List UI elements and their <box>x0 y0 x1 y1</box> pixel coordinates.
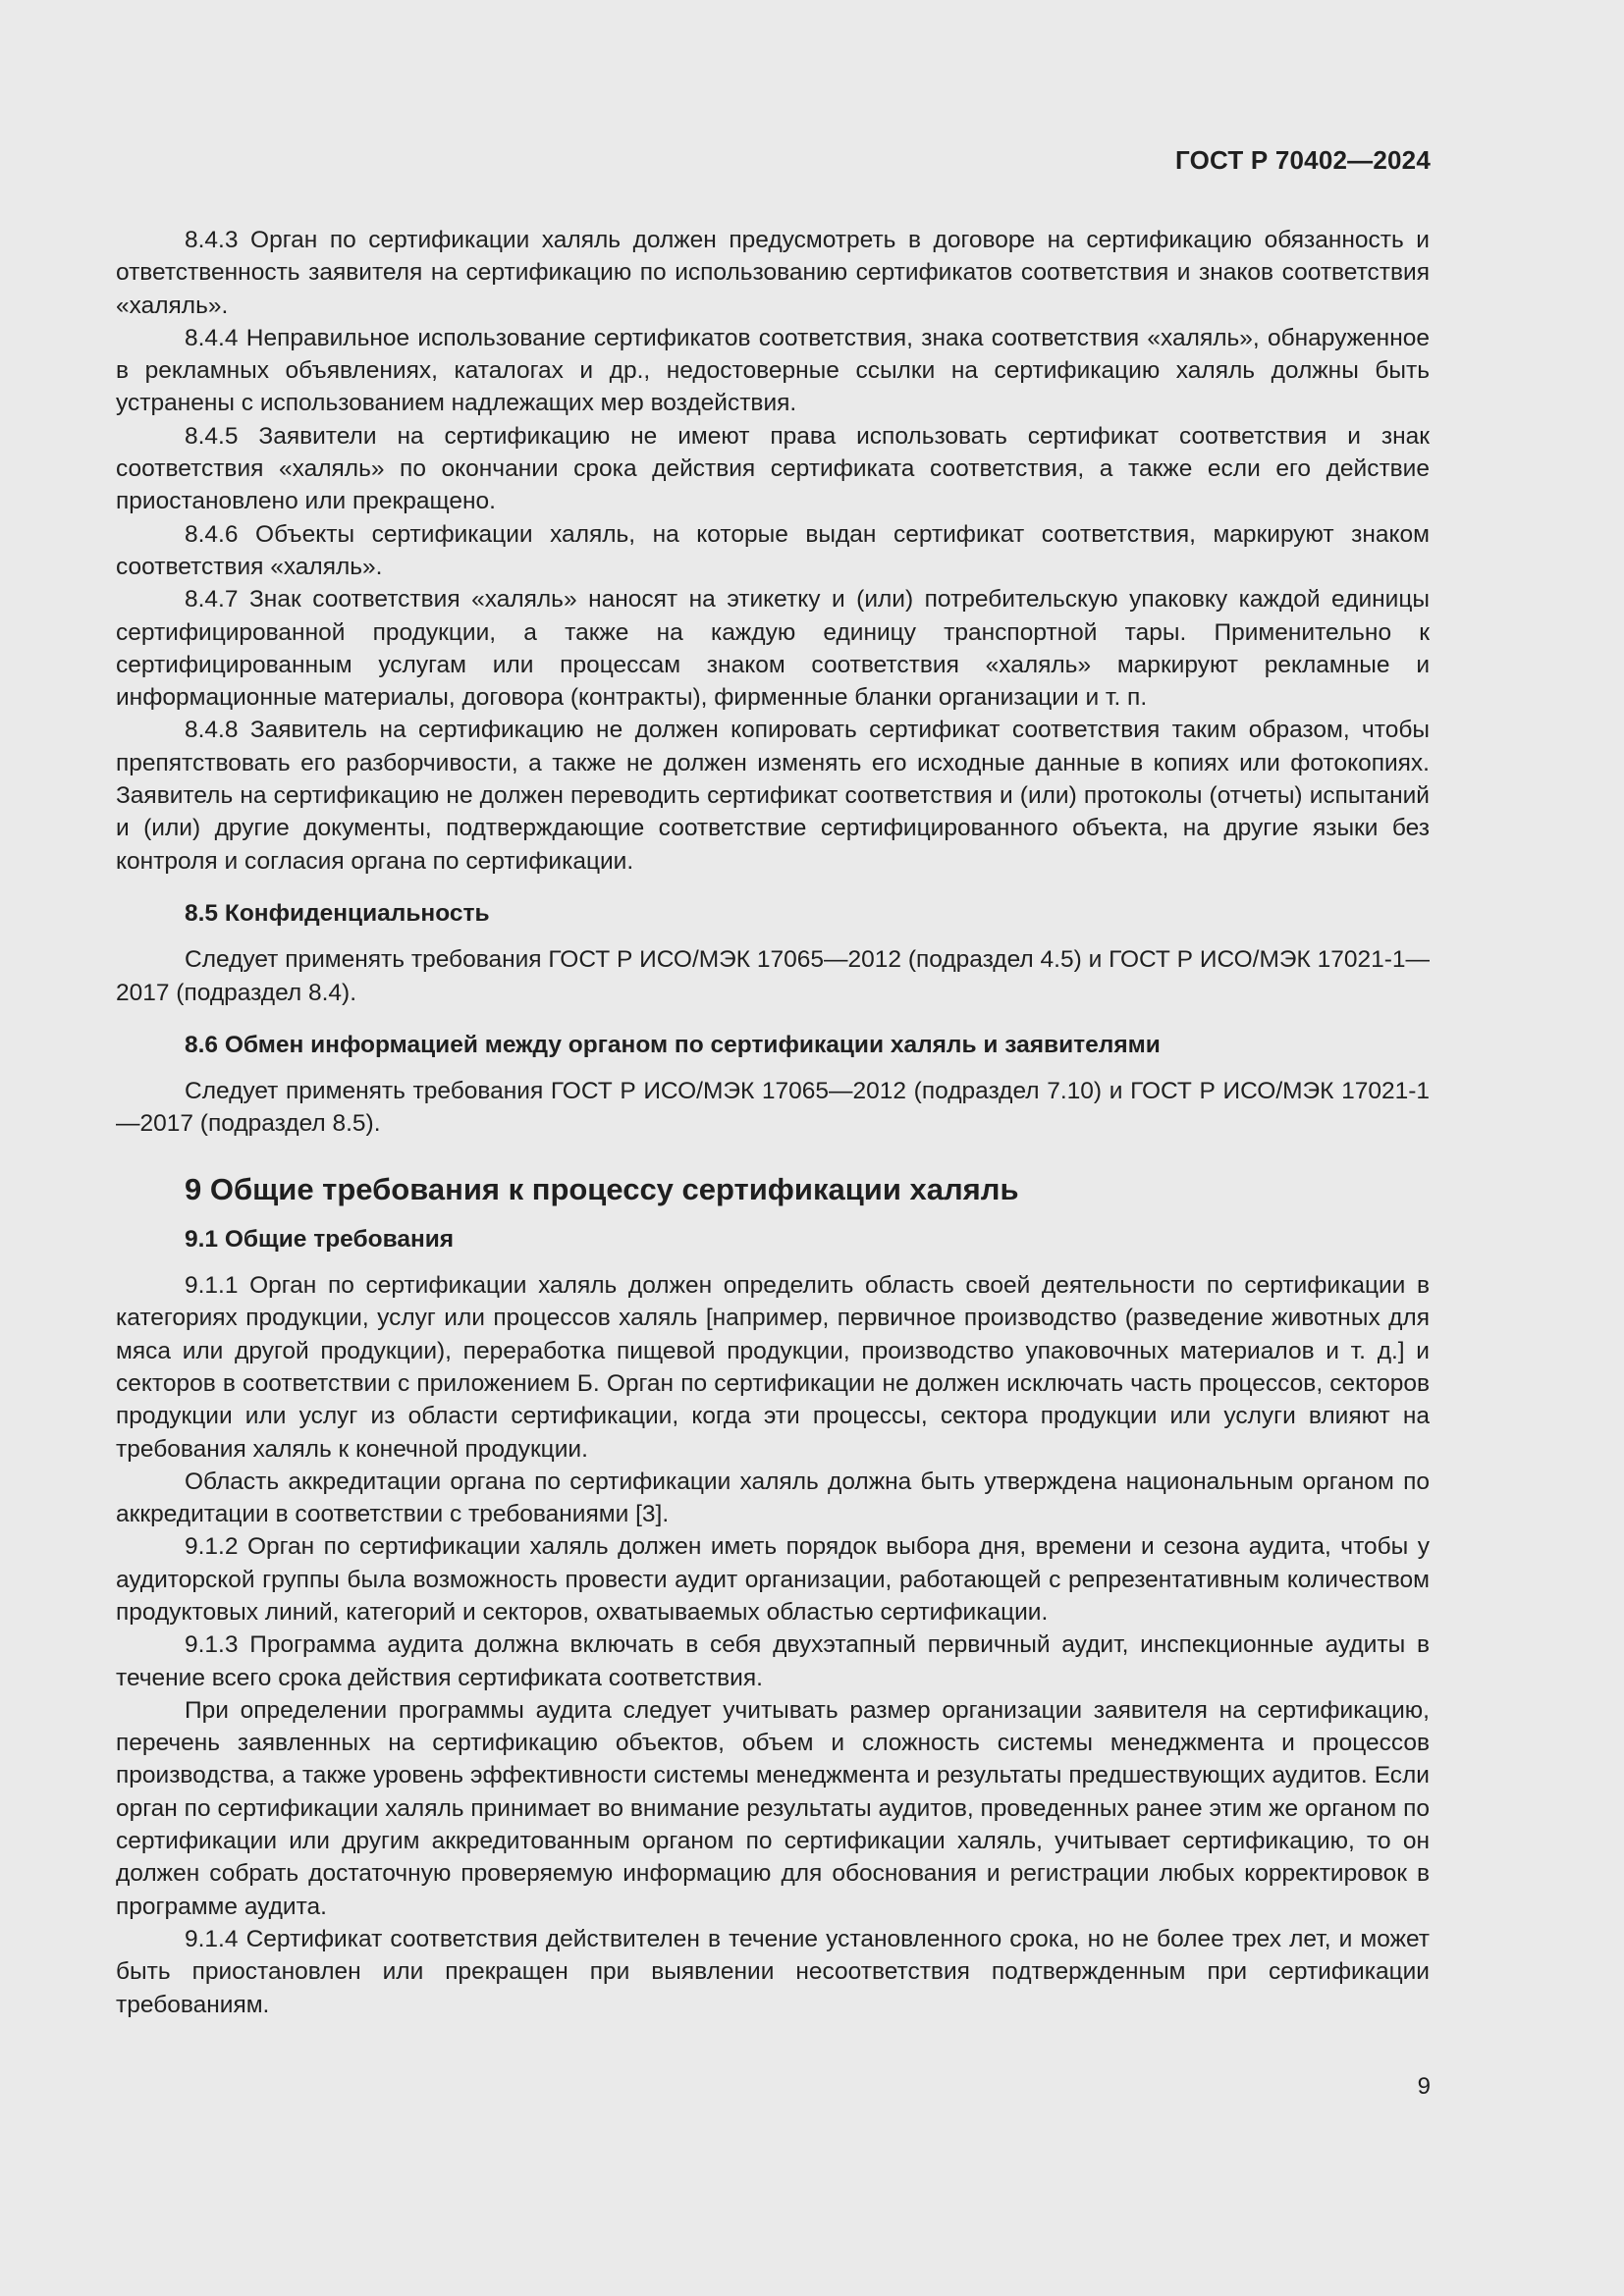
paragraph-8-4-6: 8.4.6 Объекты сертификации халяль, на которые выдан сертификат соответствия, маркируют знаком соответствия «халяль». <box>116 520 1430 580</box>
paragraph-8-6: Следует применять требования ГОСТ Р ИСО/МЭК 17065—2012 (подраздел 7.10) и ГОСТ Р ИСО/МЭК 17021-1—2017 (подраздел 8.5). <box>116 1078 1430 1138</box>
heading-8-5: 8.5 Конфиденциальность <box>185 899 490 927</box>
heading-8-6: 8.6 Обмен информацией между органом по сертификации халяль и заявителями <box>185 1031 1161 1058</box>
paragraph-8-4-8: 8.4.8 Заявитель на сертификацию не должен копировать сертификат соответствия таким образом, чтобы препятствовать его разборчивости, а также не должен изменять его исходные данные в копиях или фотокопиях. Заявитель на сертификацию не должен переводить сертификат соответствия и (или) протоколы (отчеты) испытаний и (или) другие документы, подтверждающие соответствие сертифицированного объекта, на другие языки без контроля и согласия органа по сертификации. <box>116 717 1430 875</box>
document-body <box>116 224 1430 2021</box>
paragraph-9-1-3: 9.1.3 Программа аудита должна включать в себя двухэтапный первичный аудит, инспекционные аудиты в течение всего срока действия сертификата соответствия. <box>116 1631 1430 1691</box>
page-number: 9 <box>1417 2073 1431 2100</box>
section-9-title: 9 Общие требования к процессу сертификации халяль <box>185 1171 1019 1206</box>
paragraph-8-4-4: 8.4.4 Неправильное использование сертификатов соответствия, знака соответствия «халяль», обнаруженное в рекламных объявлениях, каталогах и др., недостоверные ссылки на сертификацию халяль должны быть устранены с использованием надлежащих мер воздействия. <box>116 324 1430 417</box>
paragraph-9-1-3-program: При определении программы аудита следует учитывать размер организации заявителя на сертификацию, перечень заявленных на сертификацию объектов, объем и сложность системы менеджмента и процессов производства, а также уровень эффективности системы менеджмента и результаты предшествующих аудитов. Если орган по сертификации халяль принимает во внимание результаты аудитов, проведенных ранее этим же органом по сертификации или другим аккредитованным органом по сертификации халяль, учитывает сертификацию, то он должен собрать достаточную проверяемую информацию для обоснования и регистрации любых корректировок в программе аудита. <box>116 1696 1430 1920</box>
paragraph-8-4-5: 8.4.5 Заявители на сертификацию не имеют права использовать сертификат соответствия и знак соответствия «халяль» по окончании срока действия сертификата соответствия, а также если его действие приостановлено или прекращено. <box>116 422 1430 515</box>
paragraph-9-1-4: 9.1.4 Сертификат соответствия действителен в течение установленного срока, но не более трех лет, и может быть приостановлен или прекращен при выявлении несоответствия подтвержденным при сертификации требованиям. <box>116 1925 1430 2018</box>
paragraph-9-1-1-accreditation: Область аккредитации органа по сертификации халяль должна быть утверждена национальным органом по аккредитации в соответствии с требованиями [3]. <box>116 1468 1430 1528</box>
paragraph-8-4-3: 8.4.3 Орган по сертификации халяль должен предусмотреть в договоре на сертификацию обязанность и ответственность заявителя на сертификацию по использованию сертификатов соответствия и знаков соответствия «халяль». <box>116 227 1430 319</box>
paragraph-8-4-7: 8.4.7 Знак соответствия «халяль» наносят на этикетку и (или) потребительскую упаковку каждой единицы сертифицированной продукции, а также на каждую единицу транспортной тары. Применительно к сертифицированным услугам или процессам знаком соответствия «халяль» маркируют рекламные и информационные материалы, договора (контракты), фирменные бланки организации и т. п. <box>116 586 1430 712</box>
paragraph-9-1-1: 9.1.1 Орган по сертификации халяль должен определить область своей деятельности по сертификации в категориях продукции, услуг или процессов халяль [например, первичное производство (разведение животных для мяса или другой продукции), переработка пищевой продукции, производство упаковочных материалов и т. д.] и секторов в соответствии с приложением Б. Орган по сертификации не должен исключать часть процессов, секторов продукции или услуг из области сертификации, когда эти процессы, сектора продукции или услуги влияют на требования халяль к конечной продукции. <box>116 1272 1430 1463</box>
document-code-header: ГОСТ Р 70402—2024 <box>1175 145 1431 175</box>
paragraph-9-1-2: 9.1.2 Орган по сертификации халяль должен иметь порядок выбора дня, времени и сезона аудита, чтобы у аудиторской группы была возможность провести аудит организации, работающей с репрезентативным количеством продуктовых линий, категорий и секторов, охватываемых областью сертификации. <box>116 1533 1430 1626</box>
heading-9-1: 9.1 Общие требования <box>185 1225 455 1253</box>
paragraph-8-5: Следует применять требования ГОСТ Р ИСО/МЭК 17065—2012 (подраздел 4.5) и ГОСТ Р ИСО/МЭК 17021-1—2017 (подраздел 8.4). <box>116 946 1430 1006</box>
